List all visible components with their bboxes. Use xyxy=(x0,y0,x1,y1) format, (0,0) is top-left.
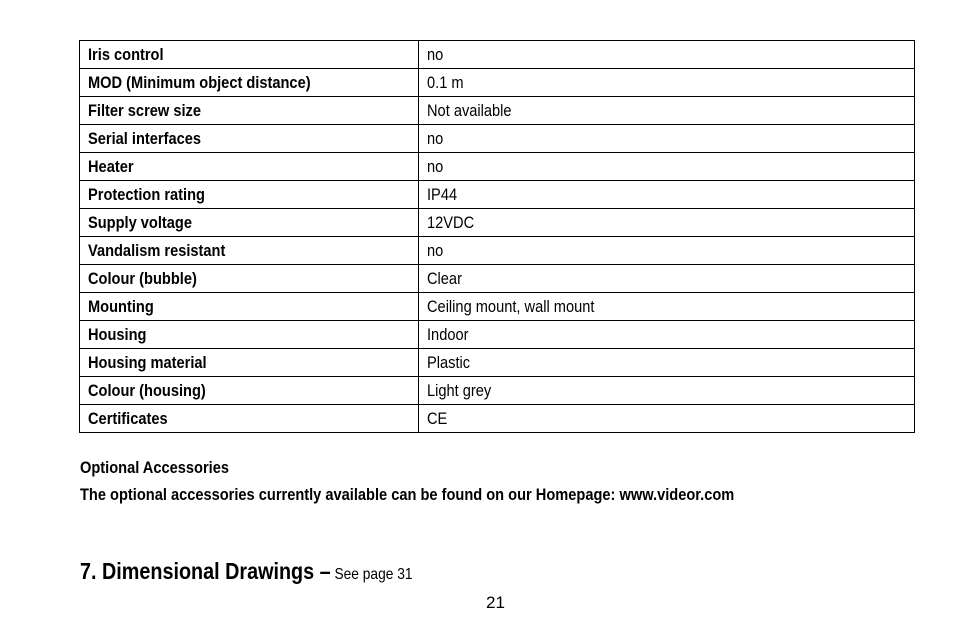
accessories-title xyxy=(80,458,253,478)
section-heading xyxy=(80,558,467,585)
spec-key-text: Housing xyxy=(88,325,147,344)
spec-key xyxy=(80,265,419,293)
spec-value xyxy=(419,377,915,405)
spec-value-text: Plastic xyxy=(427,353,471,372)
spec-value xyxy=(419,405,915,433)
spec-key xyxy=(80,377,419,405)
spec-key-text: Colour (housing) xyxy=(88,381,206,400)
accessories-description-text: The optional accessories currently available can be found on our Homepage: www.videor.com xyxy=(80,485,735,504)
spec-key xyxy=(80,125,419,153)
page-reference: See page 31 xyxy=(334,566,413,583)
spec-key xyxy=(80,237,419,265)
accessories-title-text: Optional Accessories xyxy=(80,458,229,477)
spec-key xyxy=(80,349,419,377)
table-row xyxy=(80,97,915,125)
table-row xyxy=(80,293,915,321)
spec-value-text: no xyxy=(427,241,444,260)
spec-value-text: no xyxy=(427,157,444,176)
spec-value xyxy=(419,125,915,153)
spec-key-text: Iris control xyxy=(88,45,164,64)
spec-key xyxy=(80,41,419,69)
spec-key xyxy=(80,405,419,433)
spec-value xyxy=(419,349,915,377)
spec-key-text: Serial interfaces xyxy=(88,129,201,148)
table-row xyxy=(80,69,915,97)
table-row xyxy=(80,153,915,181)
spec-key-text: Heater xyxy=(88,157,134,176)
spec-key-text: Housing material xyxy=(88,353,207,372)
section-heading-wrap xyxy=(80,558,412,585)
table-row xyxy=(80,181,915,209)
spec-value-text: 12VDC xyxy=(427,213,475,232)
spec-value xyxy=(419,69,915,97)
accessories-description xyxy=(80,485,841,505)
spec-value-text: Indoor xyxy=(427,325,469,344)
spec-value xyxy=(419,265,915,293)
spec-key-text: Supply voltage xyxy=(88,213,192,232)
spec-value-text: no xyxy=(427,45,444,64)
spec-value xyxy=(419,321,915,349)
table-row xyxy=(80,377,915,405)
spec-key-text: Vandalism resistant xyxy=(88,241,226,260)
page-number: 21 xyxy=(486,593,505,612)
table-row xyxy=(80,405,915,433)
spec-key xyxy=(80,181,419,209)
spec-value-text: Not available xyxy=(427,101,512,120)
spec-value-text: Light grey xyxy=(427,381,492,400)
spec-key xyxy=(80,209,419,237)
spec-value-text: Ceiling mount, wall mount xyxy=(427,297,595,316)
spec-key-text: MOD (Minimum object distance) xyxy=(88,73,311,92)
table-row xyxy=(80,209,915,237)
spec-value xyxy=(419,209,915,237)
table-row xyxy=(80,265,915,293)
spec-key-text: Colour (bubble) xyxy=(88,269,197,288)
spec-value-text: CE xyxy=(427,409,448,428)
spec-key xyxy=(80,97,419,125)
spec-key-text: Mounting xyxy=(88,297,154,316)
spec-key-text: Filter screw size xyxy=(88,101,201,120)
table-row xyxy=(80,237,915,265)
spec-value xyxy=(419,97,915,125)
spec-value xyxy=(419,293,915,321)
specifications-table xyxy=(79,40,915,433)
table-row xyxy=(80,349,915,377)
section-title: 7. Dimensional Drawings – xyxy=(80,558,331,584)
spec-key xyxy=(80,153,419,181)
spec-value-text: IP44 xyxy=(427,185,458,204)
table-row xyxy=(80,125,915,153)
spec-key xyxy=(80,293,419,321)
table-row xyxy=(80,321,915,349)
spec-value xyxy=(419,153,915,181)
spec-value xyxy=(419,41,915,69)
spec-value-text: no xyxy=(427,129,444,148)
spec-value xyxy=(419,181,915,209)
spec-key-text: Certificates xyxy=(88,409,168,428)
table-row xyxy=(80,41,915,69)
spec-value-text: 0.1 m xyxy=(427,73,464,92)
spec-key xyxy=(80,321,419,349)
spec-key xyxy=(80,69,419,97)
spec-value-text: Clear xyxy=(427,269,462,288)
spec-value xyxy=(419,237,915,265)
spec-key-text: Protection rating xyxy=(88,185,205,204)
